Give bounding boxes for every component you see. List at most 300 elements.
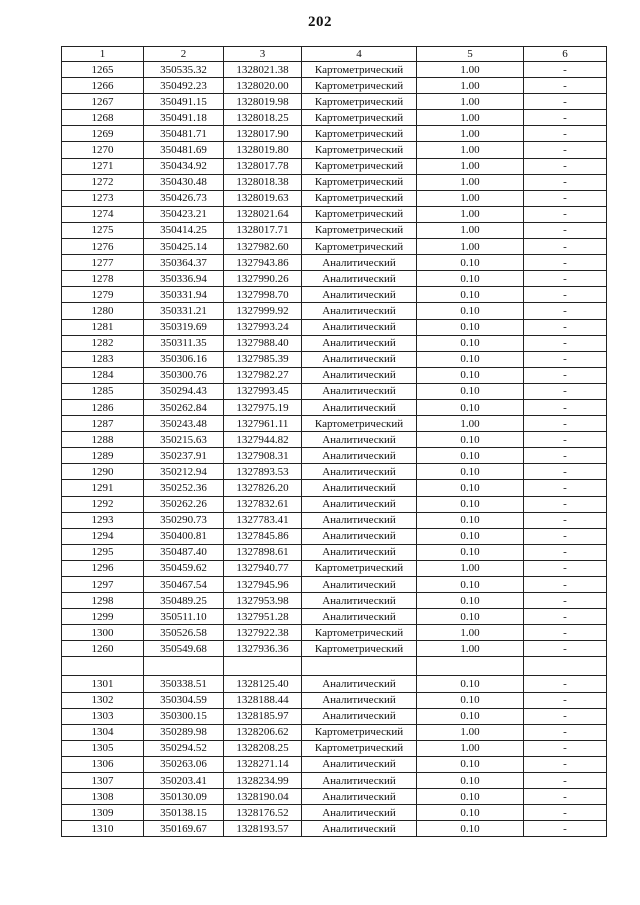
cell-x-coordinate: 350430.48 [144, 174, 224, 190]
cell-y-coordinate: 1328193.57 [224, 821, 302, 837]
table-row [62, 432, 607, 448]
cell-x-coordinate: 350526.58 [144, 625, 224, 641]
cell-point-number: 1272 [62, 174, 144, 190]
cell-method: Аналитический [302, 528, 417, 544]
cell-accuracy: 0.10 [417, 319, 524, 335]
column-header: 3 [224, 47, 302, 62]
cell-x-coordinate [144, 657, 224, 676]
cell-method: Аналитический [302, 805, 417, 821]
cell-y-coordinate: 1328020.00 [224, 78, 302, 94]
table-row [62, 756, 607, 772]
cell-accuracy: 1.00 [417, 62, 524, 78]
cell-point-number: 1299 [62, 609, 144, 625]
cell-method: Картометрический [302, 62, 417, 78]
cell-method: Картометрический [302, 206, 417, 222]
cell-note: - [524, 222, 607, 238]
table-row [62, 78, 607, 94]
cell-note: - [524, 480, 607, 496]
cell-method: Аналитический [302, 821, 417, 837]
table-row [62, 464, 607, 480]
cell-y-coordinate: 1327999.92 [224, 303, 302, 319]
cell-accuracy: 1.00 [417, 625, 524, 641]
cell-note: - [524, 287, 607, 303]
cell-note: - [524, 448, 607, 464]
cell-point-number: 1280 [62, 303, 144, 319]
table-row [62, 821, 607, 837]
table-row [62, 448, 607, 464]
cell-y-coordinate: 1328188.44 [224, 692, 302, 708]
cell-note: - [524, 351, 607, 367]
cell-accuracy: 0.10 [417, 303, 524, 319]
cell-point-number: 1302 [62, 692, 144, 708]
cell-y-coordinate: 1327845.86 [224, 528, 302, 544]
cell-accuracy: 0.10 [417, 609, 524, 625]
cell-y-coordinate: 1327898.61 [224, 544, 302, 560]
cell-accuracy: 0.10 [417, 367, 524, 383]
cell-y-coordinate [224, 657, 302, 676]
cell-note: - [524, 94, 607, 110]
cell-note: - [524, 496, 607, 512]
cell-point-number: 1287 [62, 416, 144, 432]
cell-accuracy: 1.00 [417, 724, 524, 740]
table-row [62, 142, 607, 158]
cell-method: Аналитический [302, 692, 417, 708]
cell-method: Аналитический [302, 464, 417, 480]
cell-x-coordinate: 350491.15 [144, 94, 224, 110]
cell-point-number: 1293 [62, 512, 144, 528]
cell-accuracy: 0.10 [417, 528, 524, 544]
cell-method: Аналитический [302, 383, 417, 399]
table-row [62, 577, 607, 593]
cell-note: - [524, 805, 607, 821]
cell-note: - [524, 416, 607, 432]
cell-accuracy: 0.10 [417, 676, 524, 692]
table-row [62, 773, 607, 789]
cell-method: Аналитический [302, 708, 417, 724]
cell-y-coordinate: 1328018.25 [224, 110, 302, 126]
cell-note: - [524, 512, 607, 528]
cell-x-coordinate: 350535.32 [144, 62, 224, 78]
cell-x-coordinate: 350492.23 [144, 78, 224, 94]
cell-accuracy: 0.10 [417, 577, 524, 593]
cell-method: Аналитический [302, 367, 417, 383]
table-row [62, 609, 607, 625]
cell-y-coordinate: 1328019.63 [224, 190, 302, 206]
cell-note: - [524, 319, 607, 335]
cell-accuracy: 0.10 [417, 383, 524, 399]
cell-note: - [524, 740, 607, 756]
table-row [62, 480, 607, 496]
cell-y-coordinate: 1327982.27 [224, 367, 302, 383]
cell-point-number: 1303 [62, 708, 144, 724]
cell-x-coordinate: 350467.54 [144, 577, 224, 593]
cell-method: Картометрический [302, 625, 417, 641]
cell-method: Картометрический [302, 78, 417, 94]
cell-y-coordinate: 1328017.78 [224, 158, 302, 174]
cell-point-number: 1271 [62, 158, 144, 174]
cell-note: - [524, 708, 607, 724]
cell-y-coordinate: 1328017.71 [224, 222, 302, 238]
cell-accuracy: 1.00 [417, 740, 524, 756]
cell-point-number: 1260 [62, 641, 144, 657]
cell-point-number: 1270 [62, 142, 144, 158]
cell-point-number: 1300 [62, 625, 144, 641]
cell-x-coordinate: 350215.63 [144, 432, 224, 448]
cell-accuracy: 0.10 [417, 480, 524, 496]
table-row [62, 740, 607, 756]
cell-method: Картометрический [302, 560, 417, 576]
cell-x-coordinate: 350400.81 [144, 528, 224, 544]
cell-method: Аналитический [302, 303, 417, 319]
cell-y-coordinate: 1328019.98 [224, 94, 302, 110]
cell-note: - [524, 625, 607, 641]
cell-x-coordinate: 350306.16 [144, 351, 224, 367]
cell-x-coordinate: 350243.48 [144, 416, 224, 432]
cell-point-number: 1274 [62, 206, 144, 222]
cell-note: - [524, 593, 607, 609]
cell-x-coordinate: 350294.43 [144, 383, 224, 399]
cell-method: Картометрический [302, 190, 417, 206]
cell-point-number: 1265 [62, 62, 144, 78]
cell-accuracy: 0.10 [417, 432, 524, 448]
cell-method: Картометрический [302, 110, 417, 126]
cell-note: - [524, 528, 607, 544]
cell-x-coordinate: 350487.40 [144, 544, 224, 560]
cell-point-number: 1298 [62, 593, 144, 609]
cell-x-coordinate: 350311.35 [144, 335, 224, 351]
cell-x-coordinate: 350300.76 [144, 367, 224, 383]
table-row [62, 62, 607, 78]
cell-point-number: 1290 [62, 464, 144, 480]
cell-note: - [524, 641, 607, 657]
cell-x-coordinate: 350294.52 [144, 740, 224, 756]
cell-x-coordinate: 350252.36 [144, 480, 224, 496]
cell-accuracy: 1.00 [417, 110, 524, 126]
cell-point-number: 1306 [62, 756, 144, 772]
cell-note: - [524, 206, 607, 222]
cell-y-coordinate: 1328234.99 [224, 773, 302, 789]
cell-note: - [524, 432, 607, 448]
cell-point-number: 1285 [62, 383, 144, 399]
cell-y-coordinate: 1327826.20 [224, 480, 302, 496]
cell-y-coordinate: 1327832.61 [224, 496, 302, 512]
cell-note: - [524, 544, 607, 560]
column-header: 4 [302, 47, 417, 62]
cell-method: Картометрический [302, 126, 417, 142]
cell-point-number: 1296 [62, 560, 144, 576]
cell-x-coordinate: 350425.14 [144, 239, 224, 255]
table-row [62, 544, 607, 560]
cell-x-coordinate: 350336.94 [144, 271, 224, 287]
cell-method: Картометрический [302, 724, 417, 740]
cell-method: Картометрический [302, 740, 417, 756]
cell-y-coordinate: 1328021.64 [224, 206, 302, 222]
cell-y-coordinate: 1327953.98 [224, 593, 302, 609]
cell-y-coordinate: 1327945.96 [224, 577, 302, 593]
cell-y-coordinate: 1327998.70 [224, 287, 302, 303]
cell-note: - [524, 773, 607, 789]
table-row [62, 319, 607, 335]
cell-point-number: 1301 [62, 676, 144, 692]
cell-note: - [524, 78, 607, 94]
cell-x-coordinate: 350338.51 [144, 676, 224, 692]
cell-method: Аналитический [302, 271, 417, 287]
cell-y-coordinate: 1328125.40 [224, 676, 302, 692]
cell-accuracy: 1.00 [417, 416, 524, 432]
cell-y-coordinate: 1328017.90 [224, 126, 302, 142]
cell-accuracy: 0.10 [417, 821, 524, 837]
cell-note: - [524, 110, 607, 126]
cell-y-coordinate: 1327908.31 [224, 448, 302, 464]
cell-method: Картометрический [302, 174, 417, 190]
table-row [62, 303, 607, 319]
cell-method: Аналитический [302, 593, 417, 609]
cell-accuracy: 0.10 [417, 708, 524, 724]
table-row [62, 222, 607, 238]
cell-note: - [524, 126, 607, 142]
cell-y-coordinate: 1328185.97 [224, 708, 302, 724]
table-row [62, 287, 607, 303]
cell-x-coordinate: 350262.84 [144, 399, 224, 415]
cell-point-number: 1291 [62, 480, 144, 496]
table-row [62, 676, 607, 692]
cell-x-coordinate: 350491.18 [144, 110, 224, 126]
cell-accuracy: 1.00 [417, 94, 524, 110]
cell-method [302, 657, 417, 676]
cell-method: Картометрический [302, 94, 417, 110]
cell-x-coordinate: 350331.21 [144, 303, 224, 319]
cell-method: Аналитический [302, 789, 417, 805]
cell-note: - [524, 464, 607, 480]
cell-accuracy: 1.00 [417, 126, 524, 142]
cell-x-coordinate: 350414.25 [144, 222, 224, 238]
table-row [62, 708, 607, 724]
cell-point-number: 1276 [62, 239, 144, 255]
cell-accuracy: 0.10 [417, 593, 524, 609]
cell-x-coordinate: 350169.67 [144, 821, 224, 837]
cell-x-coordinate: 350331.94 [144, 287, 224, 303]
cell-x-coordinate: 350459.62 [144, 560, 224, 576]
table-row [62, 593, 607, 609]
cell-y-coordinate: 1328019.80 [224, 142, 302, 158]
cell-point-number: 1284 [62, 367, 144, 383]
cell-y-coordinate: 1328018.38 [224, 174, 302, 190]
cell-method: Аналитический [302, 676, 417, 692]
cell-y-coordinate: 1327951.28 [224, 609, 302, 625]
cell-x-coordinate: 350549.68 [144, 641, 224, 657]
cell-note: - [524, 303, 607, 319]
cell-y-coordinate: 1327936.36 [224, 641, 302, 657]
cell-accuracy: 1.00 [417, 158, 524, 174]
cell-accuracy: 0.10 [417, 335, 524, 351]
cell-y-coordinate: 1327993.45 [224, 383, 302, 399]
cell-y-coordinate: 1327988.40 [224, 335, 302, 351]
table-row [62, 367, 607, 383]
cell-note: - [524, 158, 607, 174]
table-row [62, 512, 607, 528]
cell-point-number: 1267 [62, 94, 144, 110]
table-row [62, 692, 607, 708]
cell-accuracy: 0.10 [417, 756, 524, 772]
cell-point-number: 1268 [62, 110, 144, 126]
table-row [62, 657, 607, 676]
cell-accuracy: 1.00 [417, 560, 524, 576]
cell-y-coordinate: 1327993.24 [224, 319, 302, 335]
table-row [62, 528, 607, 544]
cell-note: - [524, 271, 607, 287]
column-header: 5 [417, 47, 524, 62]
cell-point-number: 1278 [62, 271, 144, 287]
table-row [62, 805, 607, 821]
table-row [62, 335, 607, 351]
cell-method: Аналитический [302, 319, 417, 335]
cell-point-number: 1279 [62, 287, 144, 303]
cell-point-number: 1283 [62, 351, 144, 367]
table-row [62, 351, 607, 367]
cell-note: - [524, 399, 607, 415]
cell-method: Аналитический [302, 480, 417, 496]
cell-point-number: 1277 [62, 255, 144, 271]
cell-method: Аналитический [302, 335, 417, 351]
cell-point-number: 1286 [62, 399, 144, 415]
cell-accuracy: 0.10 [417, 805, 524, 821]
cell-accuracy: 1.00 [417, 222, 524, 238]
cell-note: - [524, 142, 607, 158]
cell-point-number: 1309 [62, 805, 144, 821]
table-row [62, 158, 607, 174]
cell-x-coordinate: 350263.06 [144, 756, 224, 772]
table-row [62, 110, 607, 126]
cell-method: Аналитический [302, 756, 417, 772]
table-body [62, 62, 607, 837]
column-header: 1 [62, 47, 144, 62]
cell-y-coordinate: 1328206.62 [224, 724, 302, 740]
cell-point-number: 1305 [62, 740, 144, 756]
cell-method: Аналитический [302, 255, 417, 271]
cell-point-number: 1273 [62, 190, 144, 206]
cell-x-coordinate: 350489.25 [144, 593, 224, 609]
table-row [62, 94, 607, 110]
cell-note: - [524, 676, 607, 692]
cell-method: Аналитический [302, 399, 417, 415]
cell-x-coordinate: 350290.73 [144, 512, 224, 528]
cell-accuracy: 0.10 [417, 692, 524, 708]
cell-method: Аналитический [302, 609, 417, 625]
cell-note: - [524, 335, 607, 351]
cell-y-coordinate: 1327961.11 [224, 416, 302, 432]
cell-y-coordinate: 1327943.86 [224, 255, 302, 271]
cell-y-coordinate: 1327893.53 [224, 464, 302, 480]
cell-point-number: 1307 [62, 773, 144, 789]
cell-x-coordinate: 350138.15 [144, 805, 224, 821]
cell-method: Аналитический [302, 577, 417, 593]
cell-note: - [524, 577, 607, 593]
cell-point-number: 1297 [62, 577, 144, 593]
table-row [62, 789, 607, 805]
cell-x-coordinate: 350130.09 [144, 789, 224, 805]
cell-note: - [524, 756, 607, 772]
cell-method: Аналитический [302, 432, 417, 448]
cell-x-coordinate: 350364.37 [144, 255, 224, 271]
cell-x-coordinate: 350319.69 [144, 319, 224, 335]
cell-note: - [524, 821, 607, 837]
cell-y-coordinate: 1327922.38 [224, 625, 302, 641]
cell-accuracy: 0.10 [417, 271, 524, 287]
cell-y-coordinate: 1327985.39 [224, 351, 302, 367]
cell-point-number: 1295 [62, 544, 144, 560]
cell-note: - [524, 724, 607, 740]
table-header-row [62, 47, 607, 62]
cell-x-coordinate: 350511.10 [144, 609, 224, 625]
cell-accuracy: 0.10 [417, 789, 524, 805]
cell-point-number: 1308 [62, 789, 144, 805]
cell-point-number: 1288 [62, 432, 144, 448]
cell-accuracy: 1.00 [417, 78, 524, 94]
cell-point-number: 1289 [62, 448, 144, 464]
table-row [62, 190, 607, 206]
cell-point-number: 1266 [62, 78, 144, 94]
table-row [62, 255, 607, 271]
table-row [62, 416, 607, 432]
cell-accuracy [417, 657, 524, 676]
cell-accuracy: 0.10 [417, 399, 524, 415]
cell-y-coordinate: 1327944.82 [224, 432, 302, 448]
cell-accuracy: 0.10 [417, 544, 524, 560]
cell-note: - [524, 560, 607, 576]
cell-method: Аналитический [302, 496, 417, 512]
cell-accuracy: 1.00 [417, 239, 524, 255]
table-row [62, 625, 607, 641]
cell-accuracy: 0.10 [417, 255, 524, 271]
cell-y-coordinate: 1328271.14 [224, 756, 302, 772]
cell-x-coordinate: 350203.41 [144, 773, 224, 789]
cell-note: - [524, 609, 607, 625]
cell-method: Картометрический [302, 239, 417, 255]
cell-note: - [524, 789, 607, 805]
cell-accuracy: 1.00 [417, 190, 524, 206]
cell-method: Аналитический [302, 351, 417, 367]
table-row [62, 383, 607, 399]
cell-x-coordinate: 350434.92 [144, 158, 224, 174]
cell-method: Аналитический [302, 287, 417, 303]
cell-note: - [524, 255, 607, 271]
cell-point-number: 1294 [62, 528, 144, 544]
table-row [62, 399, 607, 415]
cell-accuracy: 0.10 [417, 512, 524, 528]
cell-method: Аналитический [302, 512, 417, 528]
cell-y-coordinate: 1327783.41 [224, 512, 302, 528]
cell-y-coordinate: 1327975.19 [224, 399, 302, 415]
cell-y-coordinate: 1328176.52 [224, 805, 302, 821]
cell-accuracy: 1.00 [417, 206, 524, 222]
cell-method: Аналитический [302, 544, 417, 560]
cell-x-coordinate: 350289.98 [144, 724, 224, 740]
coordinates-table [61, 46, 607, 837]
cell-y-coordinate: 1328021.38 [224, 62, 302, 78]
table-row [62, 239, 607, 255]
cell-y-coordinate: 1328208.25 [224, 740, 302, 756]
cell-x-coordinate: 350262.26 [144, 496, 224, 512]
table-row [62, 560, 607, 576]
cell-y-coordinate: 1328190.04 [224, 789, 302, 805]
column-header: 6 [524, 47, 607, 62]
cell-point-number: 1269 [62, 126, 144, 142]
page-number: 202 [308, 14, 332, 30]
cell-method: Картометрический [302, 142, 417, 158]
cell-point-number: 1304 [62, 724, 144, 740]
cell-accuracy: 1.00 [417, 142, 524, 158]
cell-x-coordinate: 350237.91 [144, 448, 224, 464]
